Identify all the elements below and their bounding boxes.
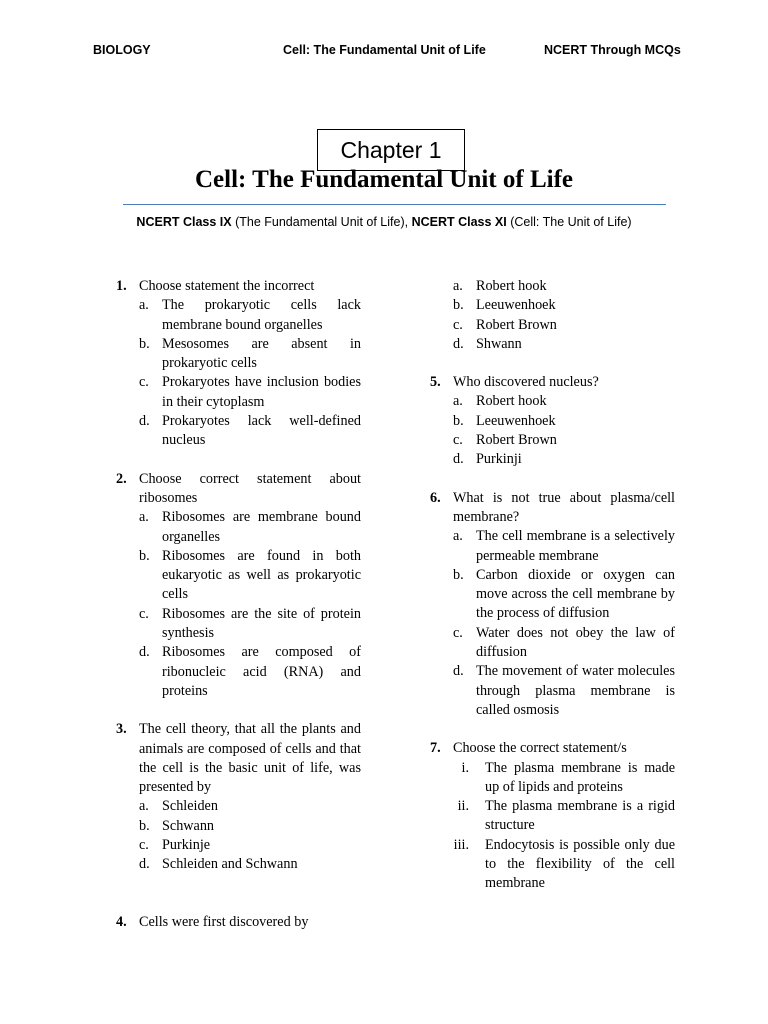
option-text: The movement of water molecules through plasma membrane is called osmosis — [476, 663, 675, 718]
option-label: c. — [453, 316, 463, 333]
option-text: Schleiden and Schwann — [162, 856, 298, 873]
option-label: b. — [453, 297, 464, 314]
question-4-options — [430, 277, 675, 354]
option — [139, 373, 361, 412]
option-text: Schwann — [162, 817, 215, 834]
ref-class-xi-topic: (Cell: The Unit of Life) — [510, 215, 632, 229]
right-column — [430, 277, 675, 894]
option — [139, 797, 361, 816]
option-list — [116, 296, 361, 450]
question-text: Who discovered nucleus? — [453, 374, 599, 391]
option — [453, 759, 675, 798]
chapter-label: Chapter 1 — [340, 136, 442, 163]
option-label: c. — [139, 605, 149, 622]
option — [453, 527, 675, 566]
option-text: Robert Brown — [476, 316, 557, 333]
option-label: a. — [139, 798, 149, 815]
option-text: The plasma membrane is made up of lipids and proteins — [485, 759, 675, 795]
question-number: 5. — [430, 374, 441, 391]
option-text: Prokaryotes have inclusion bodies in their cytoplasm — [162, 374, 361, 410]
option-text: Purkinje — [162, 837, 211, 854]
option — [139, 508, 361, 547]
option-label: ii. — [457, 798, 469, 815]
question-text: Choose the correct statement/s — [453, 740, 627, 757]
option — [139, 412, 361, 451]
option-label: d. — [139, 644, 150, 661]
option-label: d. — [453, 335, 464, 352]
option-text: Purkinji — [476, 451, 522, 468]
option-text: Robert Brown — [476, 432, 557, 449]
option-text: Ribosomes are composed of ribonucleic acid (RNA) and proteins — [162, 644, 361, 699]
option — [139, 643, 361, 701]
option-text: Shwann — [476, 335, 522, 352]
option-label: c. — [139, 374, 149, 391]
option — [139, 335, 361, 374]
option-label: d. — [139, 413, 150, 430]
option-label: b. — [139, 817, 150, 834]
option-text: Schleiden — [162, 798, 218, 815]
option — [453, 277, 675, 296]
option-text: Ribosomes are membrane bound organelles — [162, 509, 361, 545]
option — [139, 605, 361, 644]
option-label: b. — [139, 335, 150, 352]
chapter-label-box — [317, 129, 465, 171]
option — [139, 296, 361, 335]
option — [139, 547, 361, 605]
running-header-title: Cell: The Fundamental Unit of Life — [283, 43, 486, 57]
question-number: 7. — [430, 740, 441, 757]
option-text: Leeuwenhoek — [476, 297, 556, 314]
ref-class-ix-topic: (The Fundamental Unit of Life), — [235, 215, 409, 229]
option-text: Robert hook — [476, 393, 547, 410]
question-6 — [430, 489, 675, 721]
question-number: 6. — [430, 489, 441, 506]
option — [453, 412, 675, 431]
option — [453, 316, 675, 335]
option-list — [116, 797, 361, 874]
option — [453, 624, 675, 663]
option — [453, 335, 675, 354]
option-text: The plasma membrane is a rigid structure — [485, 798, 675, 834]
option-label: b. — [453, 566, 464, 583]
option-text: Mesosomes are absent in prokaryotic cells — [162, 335, 361, 372]
question-text: What is not true about plasma/cell membrane? — [453, 489, 675, 525]
option-label: a. — [139, 509, 149, 526]
option — [139, 836, 361, 855]
question-7 — [430, 739, 675, 893]
option-list — [116, 508, 361, 701]
question-3 — [116, 720, 361, 874]
ref-class-xi: NCERT Class XI — [411, 215, 507, 229]
title-divider — [123, 204, 666, 205]
question-number: 2. — [116, 470, 127, 487]
option-text: The cell membrane is a selectively permeable membrane — [476, 528, 675, 564]
option-label: b. — [139, 547, 150, 564]
option-label: iii. — [453, 836, 469, 853]
option-text: Prokaryotes lack well-defined nucleus — [162, 413, 361, 449]
running-header-subject: BIOLOGY — [93, 43, 151, 57]
option — [453, 662, 675, 720]
option-text: Carbon dioxide or oxygen can move across the cell membrane by the process of diffusion — [476, 566, 675, 622]
option — [453, 797, 675, 836]
option-text: Ribosomes are found in both eukaryotic as well as prokaryotic cells — [162, 547, 361, 603]
option — [139, 817, 361, 836]
question-5 — [430, 373, 675, 469]
question-number: 4. — [116, 913, 127, 930]
option — [139, 855, 361, 874]
question-1 — [116, 277, 361, 451]
running-header-series: NCERT Through MCQs — [544, 43, 681, 57]
chapter-title: Cell: The Fundamental Unit of Life — [194, 166, 573, 193]
option — [453, 566, 675, 624]
question-text: The cell theory, that all the plants and animals are composed of cells and that the cell is the basic unit of life, was presented by — [139, 721, 361, 796]
option — [453, 296, 675, 315]
option-label: a. — [453, 528, 463, 545]
option-label: d. — [453, 663, 464, 680]
question-text: Cells were first discovered by — [139, 913, 309, 930]
option-text: Ribosomes are the site of protein synthesis — [162, 605, 361, 642]
question-4 — [116, 913, 361, 932]
ref-class-ix: NCERT Class IX — [136, 215, 232, 229]
left-column — [116, 277, 361, 932]
option — [453, 450, 675, 469]
option — [453, 431, 675, 450]
option-label: d. — [139, 856, 150, 873]
option-label: b. — [453, 412, 464, 429]
option-list — [430, 277, 675, 354]
ncert-reference — [0, 215, 768, 229]
option-list — [430, 759, 675, 894]
option-label: c. — [453, 624, 463, 641]
option-label: a. — [453, 393, 463, 410]
option-label: a. — [139, 297, 149, 314]
option-label: a. — [453, 278, 463, 294]
option-text: Endocytosis is possible only due to the flexibility of the cell membrane — [485, 836, 675, 892]
option-text: Water does not obey the law of diffusion — [476, 624, 675, 661]
option-label: c. — [139, 837, 149, 854]
question-2 — [116, 470, 361, 702]
option-text: The prokaryotic cells lack membrane bound organelles — [162, 297, 361, 333]
question-number: 3. — [116, 721, 127, 738]
option-text: Leeuwenhoek — [476, 412, 556, 429]
option-label: d. — [453, 451, 464, 468]
question-text: Choose statement the incorrect — [139, 278, 315, 294]
option-label: i. — [461, 759, 469, 776]
option — [453, 836, 675, 894]
option-label: c. — [453, 432, 463, 449]
question-text: Choose correct statement about ribosomes — [139, 470, 361, 506]
question-number: 1. — [116, 278, 127, 294]
option — [453, 392, 675, 411]
option-list — [430, 527, 675, 720]
option-text: Robert hook — [476, 278, 547, 294]
option-list — [430, 392, 675, 469]
